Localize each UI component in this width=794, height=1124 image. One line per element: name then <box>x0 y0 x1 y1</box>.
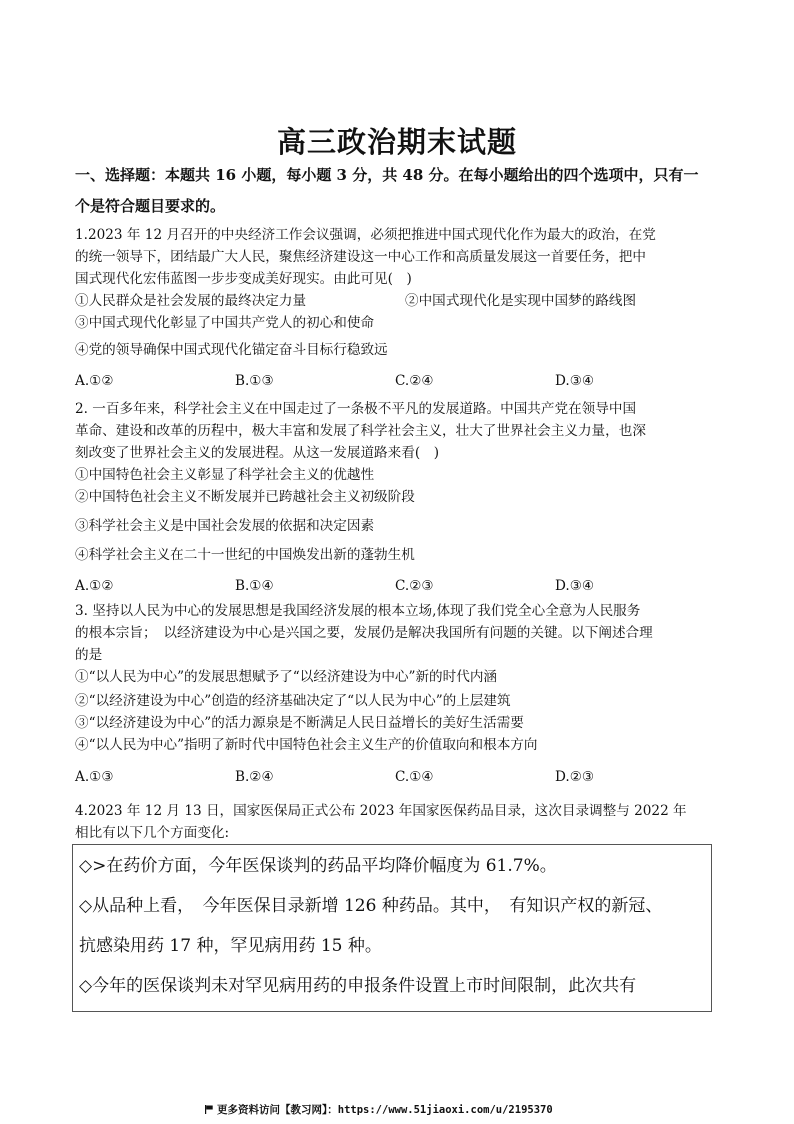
material-line: ◇>在药价方面，今年医保谈判的药品平均降价幅度为 61.7%。 <box>79 856 557 876</box>
choice-d: D.②③ <box>555 769 595 785</box>
question-1-stem-line: 的统一领导下，团结最广大人民，聚焦经济建设这一中心工作和高质量发展这一首要任务，把中 <box>75 249 646 265</box>
question-3-option-2: ②“以经济建设为中心”创造的经济基础决定了“以人民为中心”的上层建筑 <box>75 693 511 709</box>
choice-b: B.②④ <box>235 769 274 785</box>
question-1-option-1: ①人民群众是社会发展的最终决定力量 <box>75 293 307 309</box>
question-4-stem-line: 4.2023 年 12 月 13 日，国家医保局正式公布 2023 年国家医保药品目录，这次目录调整与 2022 年 <box>75 803 687 819</box>
choice-d: D.③④ <box>555 578 595 594</box>
question-1-option-4: ④党的领导确保中国式现代化锚定奋斗目标行稳致远 <box>75 342 388 358</box>
material-box <box>72 844 712 1012</box>
section-header-line-2: 个是符合题目要求的。 <box>75 197 226 215</box>
question-3-choices <box>75 766 725 788</box>
question-2-stem-line: 革命、建设和改革的历程中，极大丰富和发展了科学社会主义，壮大了世界社会主义力量，也深 <box>75 423 646 439</box>
question-2-option-3: ③科学社会主义是中国社会发展的依据和决定因素 <box>75 518 375 534</box>
question-1-stem-line: 国式现代化宏伟蓝图一步步变成美好现实。由此可见( ) <box>75 271 412 287</box>
question-1-option-2: ②中国式现代化是实现中国梦的路线图 <box>405 293 637 309</box>
question-1-option-3: ③中国式现代化彰显了中国共产党人的初心和使命 <box>75 315 375 331</box>
footer <box>205 1102 553 1117</box>
question-1-stem-line: 1.2023 年 12 月召开的中央经济工作会议强调，必须把推进中国式现代化作为最大的政治，在党 <box>75 227 656 243</box>
question-3-stem-line: 的根本宗旨； 以经济建设为中心是兴国之要，发展仍是解决我国所有问题的关键。以下阐述合理 <box>75 625 653 641</box>
question-3 <box>75 600 725 788</box>
section-header <box>75 160 725 222</box>
question-1-choices <box>75 370 725 392</box>
flag-icon <box>205 1105 213 1114</box>
choice-c: C.①④ <box>395 769 434 785</box>
question-2-choices <box>75 575 725 597</box>
choice-a: A.①② <box>75 373 114 389</box>
question-3-option-1: ①“以人民为中心”的发展思想赋予了“以经济建设为中心”新的时代内涵 <box>75 669 498 685</box>
question-1 <box>75 224 725 392</box>
question-4-stem-line: 相比有以下几个方面变化: <box>75 825 230 841</box>
question-3-stem-line: 3. 坚持以人民为中心的发展思想是我国经济发展的根本立场,体现了我们党全心全意为人民服务 <box>75 603 641 619</box>
choice-c: C.②③ <box>395 578 434 594</box>
question-3-option-3: ③“以经济建设为中心”的活力源泉是不断满足人民日益增长的美好生活需要 <box>75 715 524 731</box>
question-2-stem-line: 2. 一百多年来，科学社会主义在中国走过了一条极不平凡的发展道路。中国共产党在领导中国 <box>75 401 637 417</box>
question-2 <box>75 398 725 597</box>
choice-b: B.①④ <box>235 578 274 594</box>
material-line: ◇今年的医保谈判未对罕见病用药的申报条件设置上市时间限制，此次共有 <box>79 976 637 996</box>
question-2-option-2: ②中国特色社会主义不断发展并已跨越社会主义初级阶段 <box>75 489 415 505</box>
material-line: 抗感染用药 17 种，罕见病用药 15 种。 <box>79 936 382 956</box>
question-3-option-4: ④“以人民为中心”指明了新时代中国特色社会主义生产的价值取向和根本方向 <box>75 737 538 753</box>
section-header-line-1: 一、选择题：本题共 16 小题，每小题 3 分，共 48 分。在每小题给出的四个选项中，只有一 <box>75 166 699 184</box>
question-3-stem-line: 的是 <box>75 647 103 663</box>
question-2-stem-line: 刻改变了世界社会主义的发展进程。从这一发展道路来看( ) <box>75 445 440 461</box>
question-1-options-row <box>75 290 725 312</box>
page-title: 高三政治期末试题 <box>276 125 517 159</box>
material-line: ◇从品种上看， 今年医保目录新增 126 种药品。其中， 有知识产权的新冠、 <box>79 896 663 916</box>
choice-b: B.①③ <box>235 373 274 389</box>
choice-a: A.①② <box>75 578 114 594</box>
footer-link[interactable]: 更多资料访问【教习网】：https://www.51jiaoxi.com/u/2195370 <box>217 1104 553 1116</box>
choice-d: D.③④ <box>555 373 595 389</box>
choice-c: C.②④ <box>395 373 434 389</box>
question-2-option-4: ④科学社会主义在二十一世纪的中国焕发出新的蓬勃生机 <box>75 547 415 563</box>
choice-a: A.①③ <box>75 769 114 785</box>
question-4 <box>75 800 725 844</box>
question-2-option-1: ①中国特色社会主义彰显了科学社会主义的优越性 <box>75 467 375 483</box>
